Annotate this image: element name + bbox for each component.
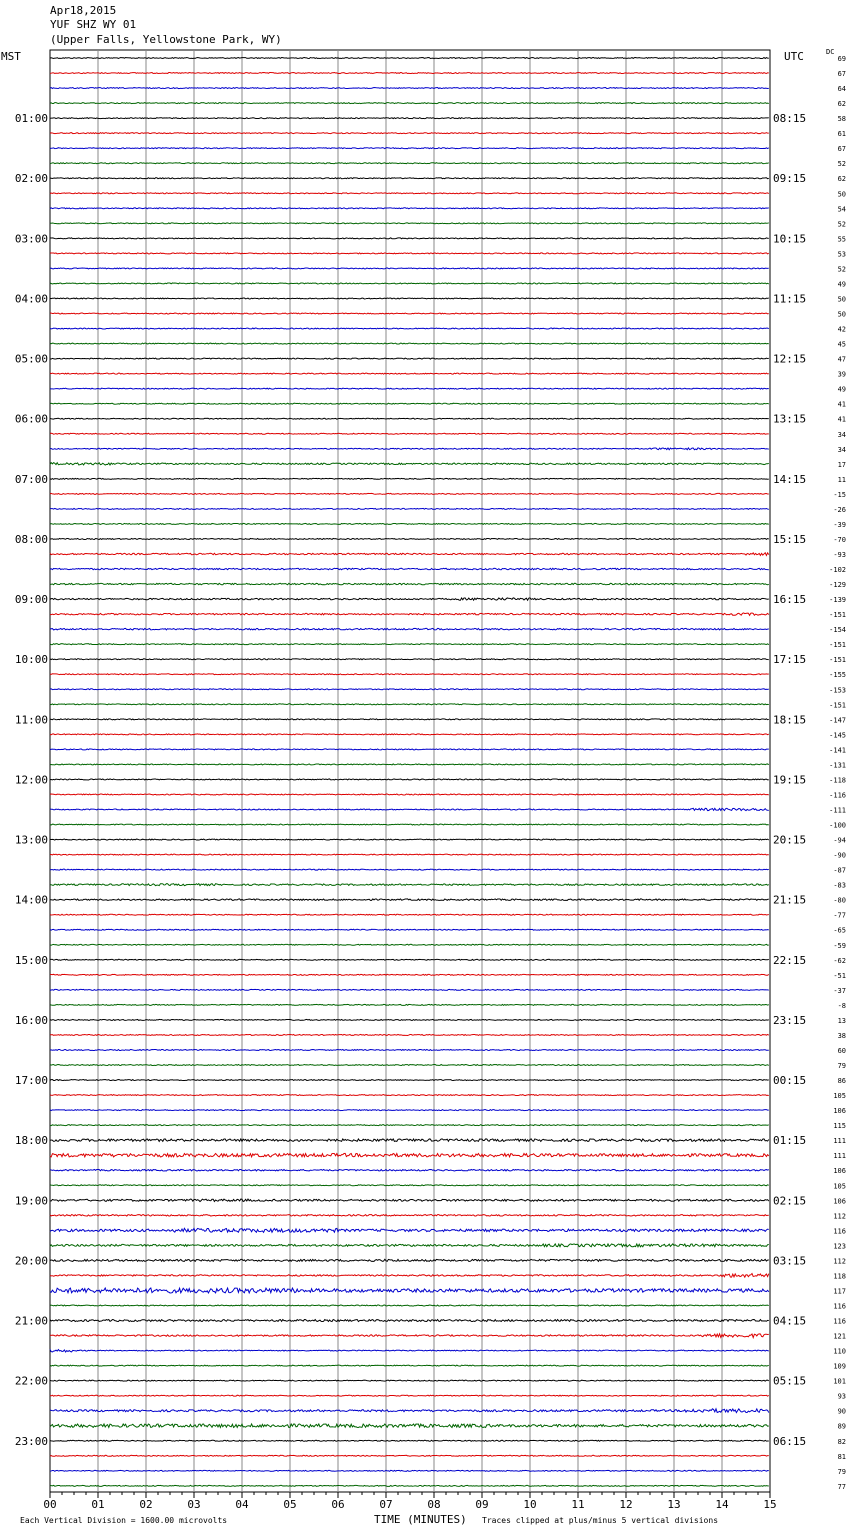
seismic-trace <box>50 659 769 660</box>
utc-hour-label: 01:15 <box>773 1134 807 1148</box>
seismic-trace <box>50 1470 769 1471</box>
mst-hour-label: 03:00 <box>14 232 48 246</box>
x-tick-label: 05 <box>283 1498 297 1511</box>
seismic-trace <box>50 1305 769 1306</box>
seismic-trace <box>50 704 769 705</box>
seismic-trace <box>50 1125 769 1126</box>
dc-offset-label: -102 <box>829 566 846 575</box>
dc-offset-label: 116 <box>833 1227 846 1236</box>
dc-offset-label: -151 <box>829 701 846 710</box>
dc-offset-label: 45 <box>837 340 846 349</box>
seismic-trace <box>50 674 769 675</box>
dc-offset-label: -116 <box>829 791 846 800</box>
dc-offset-label: 111 <box>833 1152 846 1161</box>
utc-hour-label: 08:15 <box>773 112 807 126</box>
seismic-trace <box>50 989 769 990</box>
seismic-trace <box>50 944 769 945</box>
dc-offset-label: 52 <box>837 265 846 274</box>
mst-hour-label: 17:00 <box>14 1074 48 1088</box>
seismic-trace <box>50 1169 769 1171</box>
mst-hour-label: 01:00 <box>14 112 48 126</box>
dc-offset-label: -131 <box>829 761 846 770</box>
seismic-trace <box>50 223 769 224</box>
seismic-trace <box>50 914 769 915</box>
mst-hour-label: 16:00 <box>14 1013 48 1027</box>
dc-offset-label: -26 <box>833 505 846 514</box>
dc-offset-label: -155 <box>829 671 846 680</box>
mst-hour-label: 06:00 <box>14 412 48 426</box>
dc-offset-label: 64 <box>837 85 846 94</box>
dc-offset-label: 49 <box>837 385 846 394</box>
dc-offset-label: -77 <box>833 911 846 920</box>
utc-hour-label: 19:15 <box>773 773 807 787</box>
seismic-trace <box>50 719 769 720</box>
seismic-trace <box>50 163 769 164</box>
mst-hour-label: 08:00 <box>14 532 48 546</box>
seismic-trace <box>50 1320 769 1322</box>
dc-offset-label: 50 <box>837 295 846 304</box>
mst-hour-label: 05:00 <box>14 352 48 366</box>
seismic-trace <box>50 493 769 494</box>
x-tick-label: 00 <box>43 1498 57 1511</box>
dc-offset-label: 110 <box>833 1347 846 1356</box>
seismic-trace <box>50 598 769 600</box>
dc-offset-label: -100 <box>829 821 846 830</box>
utc-hour-label: 17:15 <box>773 653 807 667</box>
mst-hour-label: 15:00 <box>14 953 48 967</box>
mst-hour-label: 23:00 <box>14 1434 48 1448</box>
seismic-trace <box>50 523 769 524</box>
x-tick-label: 13 <box>667 1498 681 1511</box>
utc-hour-label: 15:15 <box>773 532 807 546</box>
seismic-trace <box>50 869 769 870</box>
dc-offset-label: 117 <box>833 1287 846 1296</box>
seismic-trace <box>50 628 769 629</box>
seismic-trace <box>50 193 769 194</box>
seismic-trace <box>50 1334 769 1338</box>
dc-offset-label: 53 <box>837 250 846 259</box>
seismic-trace <box>50 1185 769 1186</box>
seismic-trace <box>50 1365 769 1366</box>
utc-hour-label: 21:15 <box>773 893 807 907</box>
dc-offset-label: 62 <box>837 175 846 184</box>
seismic-trace <box>50 1380 769 1381</box>
dc-offset-label: 34 <box>837 430 846 439</box>
seismic-trace <box>50 538 769 539</box>
seismic-trace <box>50 808 769 810</box>
seismic-trace <box>50 1288 769 1293</box>
seismic-trace <box>50 433 769 434</box>
mst-hour-label: 20:00 <box>14 1254 48 1268</box>
x-tick-label: 09 <box>475 1498 489 1511</box>
utc-hour-label: 23:15 <box>773 1013 807 1027</box>
dc-offset-label: 69 <box>837 55 846 63</box>
seismic-trace <box>50 1153 769 1156</box>
dc-offset-label: -151 <box>829 611 846 620</box>
dc-offset-label: 61 <box>837 130 846 139</box>
mst-hour-label: 09:00 <box>14 593 48 607</box>
dc-offset-label: 105 <box>833 1092 846 1101</box>
dc-offset-label: 39 <box>837 370 846 379</box>
dc-offset-label: -118 <box>829 776 846 785</box>
x-tick-label: 03 <box>187 1498 201 1511</box>
seismic-trace <box>50 253 769 254</box>
mst-hour-label: 13:00 <box>14 833 48 847</box>
utc-label: UTC <box>784 50 804 63</box>
seismic-trace <box>50 88 769 89</box>
seismic-trace <box>50 1485 769 1486</box>
dc-offset-label: -93 <box>833 550 846 559</box>
dc-offset-label: 106 <box>833 1107 846 1116</box>
station-location: (Upper Falls, Yellowstone Park, WY) <box>50 33 282 46</box>
utc-hour-label: 12:15 <box>773 352 807 366</box>
seismic-trace <box>50 328 769 329</box>
x-tick-label: 11 <box>571 1498 585 1511</box>
seismic-trace <box>50 463 769 465</box>
dc-offset-label: 111 <box>833 1137 846 1146</box>
dc-offset-label: -139 <box>829 596 846 605</box>
dc-offset-label: -154 <box>829 626 846 635</box>
seismic-trace <box>50 1424 769 1428</box>
dc-offset-label: 67 <box>837 145 846 154</box>
x-tick-label: 08 <box>427 1498 441 1511</box>
mst-label: MST <box>1 50 21 63</box>
x-axis-title: TIME (MINUTES) <box>374 1513 467 1526</box>
seismic-trace <box>50 1244 769 1247</box>
mst-hour-label: 11:00 <box>14 713 48 727</box>
mst-hour-label: 07:00 <box>14 472 48 486</box>
seismic-trace <box>50 1139 769 1142</box>
seismic-trace <box>50 824 769 825</box>
dc-offset-label: 62 <box>837 100 846 109</box>
dc-offset-label: 105 <box>833 1182 846 1191</box>
dc-offset-label: 81 <box>837 1452 846 1461</box>
dc-offset-label: 109 <box>833 1362 846 1371</box>
seismic-trace <box>50 884 769 886</box>
seismic-trace <box>50 583 769 585</box>
mst-hour-label: 04:00 <box>14 292 48 306</box>
utc-hour-label: 05:15 <box>773 1374 807 1388</box>
seismic-trace <box>50 1004 769 1005</box>
utc-hour-label: 09:15 <box>773 172 807 186</box>
dc-offset-label: -80 <box>833 896 846 905</box>
dc-offset-label: -111 <box>829 806 846 815</box>
dc-label: DC <box>826 48 835 56</box>
utc-hour-label: 13:15 <box>773 412 807 426</box>
seismic-trace <box>50 1409 769 1413</box>
dc-offset-label: 49 <box>837 280 846 289</box>
seismic-trace <box>50 1049 769 1050</box>
seismic-trace <box>50 103 769 104</box>
dc-offset-label: 116 <box>833 1317 846 1326</box>
seismic-trace <box>50 1395 769 1396</box>
dc-offset-label: 34 <box>837 445 846 454</box>
seismic-trace <box>50 764 769 765</box>
mst-hour-label: 22:00 <box>14 1374 48 1388</box>
dc-offset-label: 41 <box>837 415 846 424</box>
utc-hour-label: 10:15 <box>773 232 807 246</box>
station-code: YUF SHZ WY 01 <box>50 18 137 31</box>
dc-offset-label: 79 <box>837 1467 846 1476</box>
seismic-trace <box>50 839 769 840</box>
dc-offset-label: 89 <box>837 1422 846 1431</box>
dc-offset-label: 52 <box>837 220 846 229</box>
dc-offset-label: -129 <box>829 581 846 590</box>
dc-offset-label: -62 <box>833 956 846 965</box>
x-tick-label: 10 <box>523 1498 537 1511</box>
x-tick-label: 02 <box>139 1498 153 1511</box>
seismic-trace <box>50 418 769 419</box>
dc-offset-label: -70 <box>833 535 846 544</box>
seismic-trace <box>50 1274 769 1278</box>
dc-offset-label: -37 <box>833 986 846 995</box>
dc-offset-label: 60 <box>837 1046 846 1055</box>
dc-offset-label: 13 <box>837 1016 846 1025</box>
dc-offset-label: 118 <box>833 1272 846 1281</box>
x-tick-label: 04 <box>235 1498 249 1511</box>
seismic-trace <box>50 478 769 479</box>
seismic-trace <box>50 1110 769 1111</box>
dc-offset-label: 121 <box>833 1332 846 1341</box>
dc-offset-label: -90 <box>833 851 846 860</box>
utc-hour-label: 06:15 <box>773 1434 807 1448</box>
seismic-trace <box>50 1095 769 1096</box>
utc-hour-label: 02:15 <box>773 1194 807 1208</box>
x-tick-label: 01 <box>91 1498 105 1511</box>
dc-offset-label: 52 <box>837 160 846 169</box>
mst-hour-label: 18:00 <box>14 1134 48 1148</box>
mst-hour-label: 12:00 <box>14 773 48 787</box>
dc-offset-label: -65 <box>833 926 846 935</box>
seismic-trace <box>50 749 769 750</box>
seismic-trace <box>50 1034 769 1035</box>
dc-offset-label: 41 <box>837 400 846 409</box>
utc-hour-label: 22:15 <box>773 953 807 967</box>
seismic-trace <box>50 118 769 119</box>
dc-offset-label: 54 <box>837 205 846 214</box>
seismic-trace <box>50 929 769 930</box>
dc-offset-label: 50 <box>837 190 846 199</box>
dc-offset-label: -59 <box>833 941 846 950</box>
dc-offset-label: 47 <box>837 355 846 364</box>
dc-offset-label: -8 <box>837 1001 846 1010</box>
seismic-trace <box>50 644 769 645</box>
utc-hour-label: 14:15 <box>773 472 807 486</box>
seismic-trace <box>50 974 769 975</box>
dc-offset-label: 90 <box>837 1407 846 1416</box>
dc-offset-label: -15 <box>833 490 846 499</box>
dc-offset-label: 112 <box>833 1257 846 1266</box>
dc-offset-label: 67 <box>837 70 846 79</box>
dc-offset-label: 115 <box>833 1122 846 1131</box>
seismic-trace <box>50 1080 769 1081</box>
dc-offset-label: 55 <box>837 235 846 244</box>
dc-offset-label: 106 <box>833 1197 846 1206</box>
dc-offset-label: 82 <box>837 1437 846 1446</box>
seismic-trace <box>50 343 769 344</box>
dc-offset-label: 86 <box>837 1077 846 1086</box>
dc-offset-label: 106 <box>833 1167 846 1176</box>
seismic-trace <box>50 388 769 389</box>
seismic-trace <box>50 298 769 299</box>
dc-offset-label: 50 <box>837 310 846 319</box>
dc-offset-label: -83 <box>833 881 846 890</box>
dc-offset-label: 11 <box>837 475 846 484</box>
seismic-trace <box>50 178 769 179</box>
seismic-trace <box>50 208 769 209</box>
dc-offset-label: -151 <box>829 656 846 665</box>
seismic-trace <box>50 508 769 509</box>
mst-hour-label: 14:00 <box>14 893 48 907</box>
seismic-trace <box>50 403 769 404</box>
seismic-trace <box>50 854 769 855</box>
seismic-trace <box>50 358 769 359</box>
mst-hour-label: 21:00 <box>14 1314 48 1328</box>
x-tick-label: 15 <box>763 1498 777 1511</box>
utc-hour-label: 18:15 <box>773 713 807 727</box>
dc-offset-label: 112 <box>833 1212 846 1221</box>
x-tick-label: 06 <box>331 1498 345 1511</box>
utc-hour-label: 11:15 <box>773 292 807 306</box>
dc-offset-label: 77 <box>837 1482 846 1491</box>
utc-hour-label: 04:15 <box>773 1314 807 1328</box>
clip-note: Traces clipped at plus/minus 5 vertical divisions <box>482 1516 719 1525</box>
seismic-trace <box>50 794 769 795</box>
seismic-trace <box>50 148 769 149</box>
mst-hour-label: 19:00 <box>14 1194 48 1208</box>
dc-offset-label: 42 <box>837 325 846 334</box>
seismic-trace <box>50 779 769 780</box>
dc-offset-label: -153 <box>829 686 846 695</box>
seismic-trace <box>50 268 769 269</box>
scale-note: Each Vertical Division = 1600.00 microvolts <box>20 1516 228 1525</box>
seismic-trace <box>50 373 769 374</box>
helicorder-date: Apr18,2015 <box>50 4 117 17</box>
dc-offset-label: 38 <box>837 1031 846 1040</box>
dc-offset-label: 17 <box>837 460 846 469</box>
x-tick-label: 14 <box>715 1498 729 1511</box>
utc-hour-label: 20:15 <box>773 833 807 847</box>
mst-hour-label: 02:00 <box>14 172 48 186</box>
dc-offset-label: -147 <box>829 716 846 725</box>
dc-offset-label: -94 <box>833 836 846 845</box>
seismic-trace <box>50 553 769 556</box>
dc-offset-label: 79 <box>837 1062 846 1071</box>
seismic-trace <box>50 448 769 450</box>
x-tick-label: 12 <box>619 1498 633 1511</box>
dc-offset-label: 101 <box>833 1377 846 1386</box>
utc-hour-label: 00:15 <box>773 1074 807 1088</box>
dc-offset-label: -141 <box>829 746 846 755</box>
dc-offset-label: -87 <box>833 866 846 875</box>
seismic-trace <box>50 1065 769 1066</box>
seismic-trace <box>50 1199 769 1201</box>
seismic-trace <box>50 133 769 134</box>
seismic-trace <box>50 613 769 615</box>
dc-offset-label: 58 <box>837 115 846 124</box>
dc-offset-label: -51 <box>833 971 846 980</box>
seismic-trace <box>50 1228 769 1232</box>
seismic-trace <box>50 959 769 960</box>
seismic-trace <box>50 734 769 735</box>
seismic-trace <box>50 238 769 239</box>
seismic-trace <box>50 1349 769 1352</box>
seismic-trace <box>50 568 769 570</box>
seismic-trace <box>50 283 769 284</box>
x-tick-label: 07 <box>379 1498 393 1511</box>
dc-offset-label: -151 <box>829 641 846 650</box>
mst-hour-label: 10:00 <box>14 653 48 667</box>
seismic-trace <box>50 1019 769 1020</box>
utc-hour-label: 03:15 <box>773 1254 807 1268</box>
dc-offset-label: -145 <box>829 731 846 740</box>
seismic-trace <box>50 1455 769 1456</box>
seismic-trace <box>50 1215 769 1217</box>
dc-offset-label: 93 <box>837 1392 846 1401</box>
seismic-trace <box>50 313 769 314</box>
seismic-trace <box>50 899 769 901</box>
seismic-trace <box>50 1440 769 1441</box>
seismic-trace <box>50 73 769 74</box>
utc-hour-label: 16:15 <box>773 593 807 607</box>
seismic-trace <box>50 689 769 690</box>
dc-offset-label: -39 <box>833 520 846 529</box>
seismic-trace <box>50 1259 769 1261</box>
seismic-trace <box>50 58 769 59</box>
dc-offset-label: 116 <box>833 1302 846 1311</box>
dc-offset-label: 123 <box>833 1242 846 1251</box>
